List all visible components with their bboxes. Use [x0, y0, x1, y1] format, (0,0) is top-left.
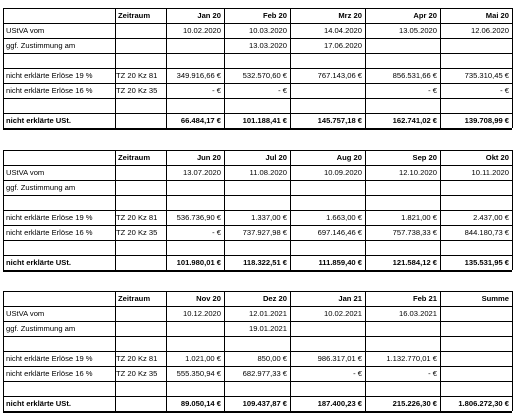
ustva-date: 12.01.2021: [248, 308, 287, 318]
erloese-16-value: 844.180,73 €: [464, 227, 509, 237]
month-header: Jul 20: [265, 152, 287, 162]
erloese-19-value: 986.317,01 €: [317, 353, 362, 363]
zustimmung-date: 19.01.2021: [248, 323, 287, 333]
zustimmung-label: ggf. Zustimmung am: [6, 40, 76, 50]
zustimmung-date: [365, 38, 437, 53]
ustva-date: 10.03.2020: [248, 25, 287, 35]
zustimmung-label: ggf. Zustimmung am: [6, 182, 76, 192]
grid-line: [3, 336, 512, 337]
ust-value: 135.531,95 €: [464, 257, 509, 267]
erloese-19-value: 536.736,90 €: [176, 212, 221, 222]
ustva-date: 10.09.2020: [323, 167, 362, 177]
erloese-16-value: [440, 366, 509, 381]
ustva-date: 12.06.2020: [470, 25, 509, 35]
erloese-19-value: 349.916,66 €: [176, 70, 221, 80]
grid-line: [3, 128, 512, 130]
grid-line: [3, 411, 512, 413]
erloese-19-value: 1.337,00 €: [251, 212, 287, 222]
ustva-date: 16.03.2021: [398, 308, 437, 318]
ust-value: 101.980,01 €: [176, 257, 221, 267]
erloese-19-value: 1.132.770,01 €: [386, 353, 437, 363]
erloese-19-label: nicht erklärte Erlöse 19 %: [6, 353, 93, 363]
ust-value: 215.226,30 €: [392, 398, 437, 408]
erloese-16-value: 737.927,98 €: [242, 227, 287, 237]
erloese-19-value: 1.821,00 €: [401, 212, 437, 222]
zustimmung-label: ggf. Zustimmung am: [6, 323, 76, 333]
grid-line: [3, 381, 512, 382]
erloese-16-value: - €: [212, 85, 221, 95]
erloese-19-label: nicht erklärte Erlöse 19 %: [6, 212, 93, 222]
erloese-19-value: 1.663,00 €: [326, 212, 362, 222]
erloese-16-value: 757.738,33 €: [392, 227, 437, 237]
erloese-19-value: 2.437,00 €: [473, 212, 509, 222]
erloese-19-value: 850,00 €: [257, 353, 287, 363]
ust-value: 121.584,12 €: [392, 257, 437, 267]
erloese-16-value: - €: [500, 85, 509, 95]
erloese-16-value: 682.977,33 €: [242, 368, 287, 378]
erloese-16-value: - €: [428, 368, 437, 378]
month-header: Jan 21: [338, 293, 362, 303]
grid-line: [512, 150, 513, 270]
zustimmung-date: 13.03.2020: [248, 40, 287, 50]
ustva-date: 14.04.2020: [323, 25, 362, 35]
ust-value: 89.050,14 €: [180, 398, 221, 408]
erloese-16-value: - €: [212, 227, 221, 237]
month-header: Dez 20: [262, 293, 287, 303]
tz-35-label: TZ 20 Kz 35: [116, 368, 158, 378]
month-header: Aug 20: [336, 152, 362, 162]
month-header: Feb 20: [262, 10, 287, 20]
ust-label: nicht erklärte USt.: [6, 398, 71, 408]
erloese-19-value: 767.143,06 €: [317, 70, 362, 80]
ust-value: 162.741,02 €: [392, 115, 437, 125]
zustimmung-date: [440, 38, 509, 53]
grid-line: [3, 270, 512, 272]
zustimmung-date: [365, 321, 437, 336]
ust-value: 139.708,99 €: [464, 115, 509, 125]
zustimmung-date: 17.06.2020: [323, 40, 362, 50]
erloese-16-label: nicht erklärte Erlöse 16 %: [6, 368, 93, 378]
erloese-19-value: 532.570,60 €: [242, 70, 287, 80]
ust-value: 109.437,87 €: [242, 398, 287, 408]
erloese-19-label: nicht erklärte Erlöse 19 %: [6, 70, 93, 80]
zustimmung-date: [365, 180, 437, 195]
zustimmung-date: [166, 321, 221, 336]
erloese-16-value: [290, 83, 362, 98]
zeitraum-header: Zeitraum: [118, 10, 151, 20]
month-header: Okt 20: [485, 152, 509, 162]
ustva-date: 10.12.2020: [182, 308, 221, 318]
ust-label: nicht erklärte USt.: [6, 257, 71, 267]
ust-label: nicht erklärte USt.: [6, 115, 71, 125]
zustimmung-date: [440, 321, 509, 336]
zustimmung-date: [224, 180, 287, 195]
ustva-date: 10.11.2020: [471, 167, 509, 177]
zustimmung-date: [440, 180, 509, 195]
ustva-date: 13.07.2020: [182, 167, 221, 177]
grid-line: [3, 53, 512, 54]
erloese-19-value: 856.531,66 €: [392, 70, 437, 80]
ustva-label: UStVA vom: [6, 25, 45, 35]
erloese-19-value: 735.310,45 €: [464, 70, 509, 80]
ustva-date: 11.08.2020: [249, 167, 287, 177]
ust-value: 66.484,17 €: [180, 115, 221, 125]
month-header: Summe: [481, 293, 509, 303]
zustimmung-date: [290, 321, 362, 336]
erloese-16-label: nicht erklärte Erlöse 16 %: [6, 85, 93, 95]
month-header: Apr 20: [413, 10, 437, 20]
erloese-16-value: - €: [278, 85, 287, 95]
ustva-label: UStVA vom: [6, 308, 45, 318]
ust-value: 187.400,23 €: [317, 398, 362, 408]
month-header: Mai 20: [485, 10, 509, 20]
erloese-19-value: 1.021,00 €: [185, 353, 221, 363]
ustva-date: [440, 306, 509, 321]
month-header: Jun 20: [196, 152, 221, 162]
ust-value: 118.322,51 €: [243, 257, 287, 267]
ustva-date: 10.02.2020: [182, 25, 221, 35]
ust-value: 111.859,40 €: [318, 257, 362, 267]
month-header: Sep 20: [412, 152, 437, 162]
ust-value: 145.757,18 €: [317, 115, 362, 125]
tz-81-label: TZ 20 Kz 81: [116, 353, 158, 363]
grid-line: [3, 195, 512, 196]
ust-value: 101.188,41 €: [242, 115, 287, 125]
erloese-16-value: - €: [353, 368, 362, 378]
zeitraum-header: Zeitraum: [118, 152, 151, 162]
erloese-16-value: 555.350,94 €: [176, 368, 221, 378]
grid-line: [512, 291, 513, 411]
grid-line: [3, 98, 512, 99]
erloese-16-value: - €: [428, 85, 437, 95]
zeitraum-header: Zeitraum: [118, 293, 151, 303]
zustimmung-date: [166, 38, 221, 53]
zustimmung-date: [290, 180, 362, 195]
erloese-16-label: nicht erklärte Erlöse 16 %: [6, 227, 93, 237]
zustimmung-date: [166, 180, 221, 195]
ustva-date: 10.02.2021: [323, 308, 362, 318]
grid-line: [512, 8, 513, 128]
erloese-16-value: 697.146,46 €: [317, 227, 362, 237]
month-header: Nov 20: [196, 293, 221, 303]
tz-35-label: TZ 20 Kz 35: [116, 227, 158, 237]
tz-81-label: TZ 20 Kz 81: [116, 70, 158, 80]
month-header: Feb 21: [412, 293, 437, 303]
tz-35-label: TZ 20 Kz 35: [116, 85, 158, 95]
month-header: Mrz 20: [338, 10, 362, 20]
erloese-19-value: [440, 351, 509, 366]
ustva-date: 13.05.2020: [398, 25, 437, 35]
ustva-date: 12.10.2020: [398, 167, 437, 177]
month-header: Jan 20: [197, 10, 221, 20]
ustva-label: UStVA vom: [6, 167, 45, 177]
tz-81-label: TZ 20 Kz 81: [116, 212, 158, 222]
ust-value: 1.806.272,30 €: [458, 398, 509, 408]
grid-line: [3, 240, 512, 241]
